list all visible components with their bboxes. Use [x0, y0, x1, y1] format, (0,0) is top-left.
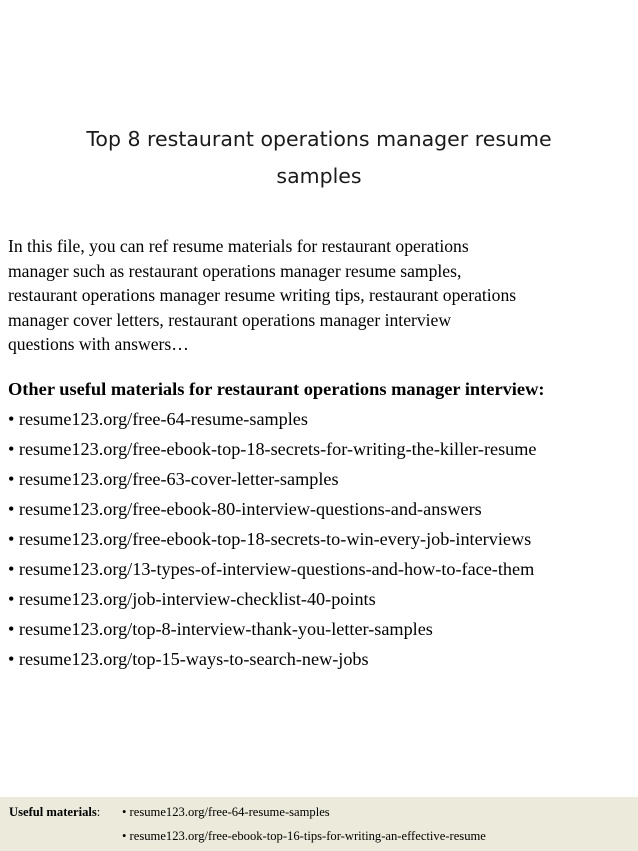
intro-line: restaurant operations manager resume writing tips, restaurant operations — [8, 285, 517, 306]
materials-list-item[interactable]: • resume123.org/13-types-of-interview-questions-and-how-to-face-them — [8, 559, 535, 579]
intro-line: manager cover letters, restaurant operations manager interview — [8, 309, 452, 330]
materials-list-item[interactable]: • resume123.org/free-64-resume-samples — [8, 409, 308, 429]
materials-heading: Other useful materials for restaurant operations manager interview: — [8, 379, 545, 399]
intro-line: In this file, you can ref resume materials for restaurant operations — [8, 236, 469, 256]
materials-section — [8, 374, 636, 674]
materials-list-item[interactable]: • resume123.org/free-ebook-top-18-secrets-for-writing-the-killer-resume — [8, 439, 537, 459]
footer-link[interactable]: • resume123.org/free-ebook-top-16-tips-for-writing-an-effective-resume — [122, 829, 486, 843]
footer-bar — [0, 797, 638, 851]
title-line-2: samples — [276, 164, 362, 188]
footer-label — [9, 805, 100, 820]
footer-link[interactable]: • resume123.org/free-64-resume-samples — [122, 805, 330, 819]
materials-list — [8, 404, 636, 674]
title-line-1: Top 8 restaurant operations manager resume — [86, 127, 552, 151]
footer-label-text: Useful materials — [9, 805, 97, 819]
document-title — [0, 121, 638, 195]
materials-list-item[interactable]: • resume123.org/free-ebook-80-interview-questions-and-answers — [8, 499, 482, 519]
materials-list-item[interactable]: • resume123.org/top-8-interview-thank-you-letter-samples — [8, 619, 433, 639]
footer-label-colon: : — [96, 805, 101, 819]
intro-paragraph — [8, 234, 634, 357]
materials-list-item[interactable]: • resume123.org/top-15-ways-to-search-new-jobs — [8, 649, 369, 669]
materials-list-item[interactable]: • resume123.org/free-63-cover-letter-samples — [8, 469, 339, 489]
intro-line: questions with answers… — [8, 334, 189, 355]
intro-line: manager such as restaurant operations manager resume samples, — [8, 260, 462, 281]
materials-list-item[interactable]: • resume123.org/job-interview-checklist-40-points — [8, 589, 376, 609]
materials-list-item[interactable]: • resume123.org/free-ebook-top-18-secrets-to-win-every-job-interviews — [8, 529, 532, 549]
